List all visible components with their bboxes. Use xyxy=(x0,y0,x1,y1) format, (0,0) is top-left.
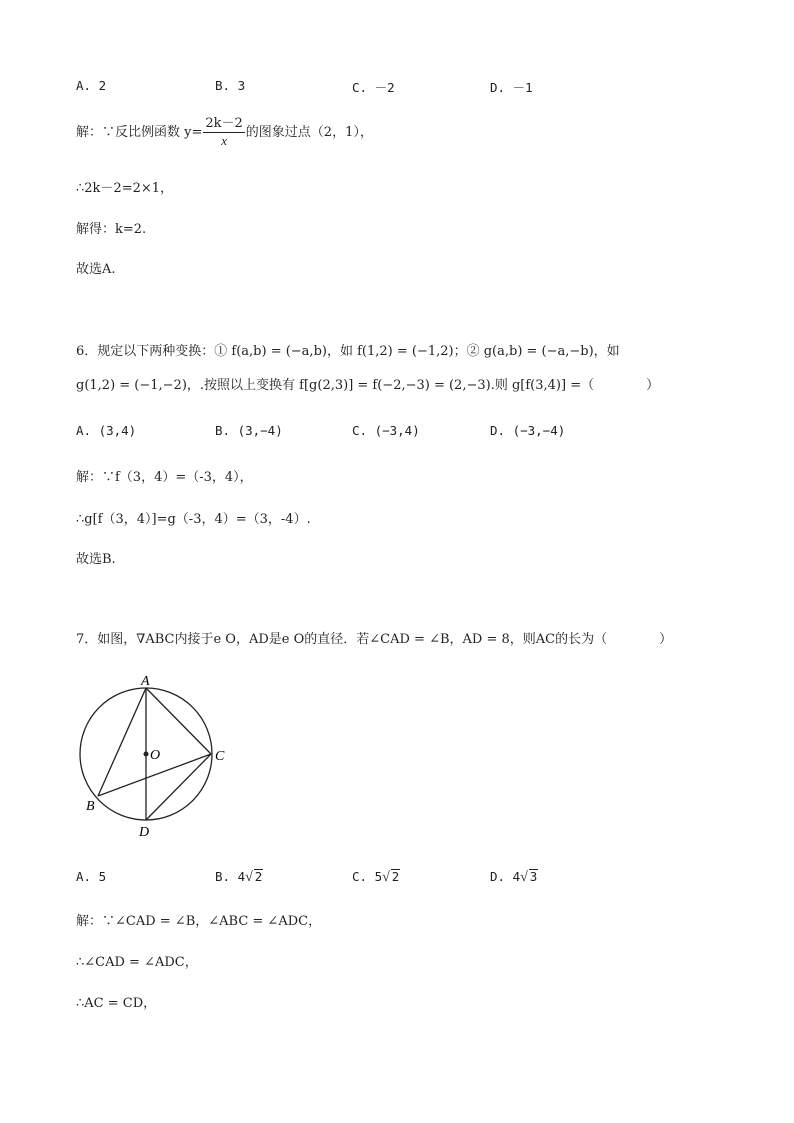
q7-option-c: C. 5√ 2 xyxy=(352,869,400,885)
q5-fraction-denominator: x xyxy=(221,133,227,148)
q6-solution-1: 解：∵f（3，4）=（-3，4）， xyxy=(76,470,253,485)
label-c: C xyxy=(215,749,225,764)
radical-icon: √ xyxy=(245,870,253,885)
q5-solution-line xyxy=(76,116,373,149)
q7-option-b-radicand: 2 xyxy=(254,869,263,884)
q5-option-d: D. －1 xyxy=(490,80,533,95)
q6-option-b: B. (3,−4) xyxy=(215,423,283,438)
q7-option-a: A. 5 xyxy=(76,869,107,884)
q7-option-d-radicand: 3 xyxy=(529,869,538,884)
q7-option-c-radicand: 2 xyxy=(391,869,400,884)
q7-option-c-coef: 5 xyxy=(374,869,383,884)
q6-stem-line-1: 6．规定以下两种变换：① f(a,b) = (−a,b)，如 f(1,2) = (−1,2)；② g(a,b) = (−a,−b)，如 xyxy=(76,344,620,359)
q7-option-d: D. 4√ 3 xyxy=(490,869,538,885)
radical-icon: √ xyxy=(520,870,528,885)
q6-solution-2: ∴g[f（3，4）]=g（-3，4）=（3，-4）. xyxy=(76,512,311,527)
q7-option-b-coef: 4 xyxy=(237,869,246,884)
q7-solution-3: ∴AC = CD， xyxy=(76,996,157,1011)
center-point-o xyxy=(144,752,149,757)
q5-fraction xyxy=(203,116,244,149)
radical-icon: √ xyxy=(382,870,390,885)
q7-stem: 7．如图，∇ABC内接于e O，AD是e O的直径．若∠CAD = ∠B，AD = 8，则AC的长为（ ） xyxy=(76,632,673,647)
label-a: A xyxy=(141,674,150,689)
q7-figure-svg xyxy=(72,668,242,848)
q6-stem-line-2: g(1,2) = (−1,−2)，.按照以上变换有 f[g(2,3)] = f(−2,−3) = (2,−3).则 g[f(3,4)] =（ ） xyxy=(76,378,660,393)
q7-option-b: B. 4√ 2 xyxy=(215,869,263,885)
label-d: D xyxy=(139,825,150,840)
segment-ab xyxy=(98,688,146,796)
q5-solution-prefix: 解：∵反比例函数 y= xyxy=(76,125,203,140)
q6-answer: 故选B. xyxy=(76,552,116,567)
segment-ac xyxy=(146,688,211,754)
q7-solution-1: 解：∵∠CAD = ∠B，∠ABC = ∠ADC， xyxy=(76,914,322,929)
q5-option-a: A. 2 xyxy=(76,78,107,93)
label-b: B xyxy=(86,799,95,814)
q5-step-2: 解得：k=2. xyxy=(76,222,147,237)
label-o: O xyxy=(150,748,161,763)
q6-option-d: D. (−3,−4) xyxy=(490,423,566,438)
q6-option-a: A. (3,4) xyxy=(76,423,137,438)
segment-cd xyxy=(146,754,211,820)
q7-solution-2: ∴∠CAD = ∠ADC， xyxy=(76,955,198,970)
q5-answer: 故选A. xyxy=(76,262,116,277)
q6-option-c: C. (−3,4) xyxy=(352,423,420,438)
q5-solution-suffix: 的图象过点（2，1）， xyxy=(245,125,373,140)
q5-step-1: ∴2k－2=2×1， xyxy=(76,181,174,196)
q7-option-d-coef: 4 xyxy=(512,869,521,884)
q7-circle-figure xyxy=(72,668,242,852)
q5-option-c: C. －2 xyxy=(352,80,395,95)
q5-fraction-numerator: 2k－2 xyxy=(205,116,243,131)
q5-option-b: B. 3 xyxy=(215,78,246,93)
